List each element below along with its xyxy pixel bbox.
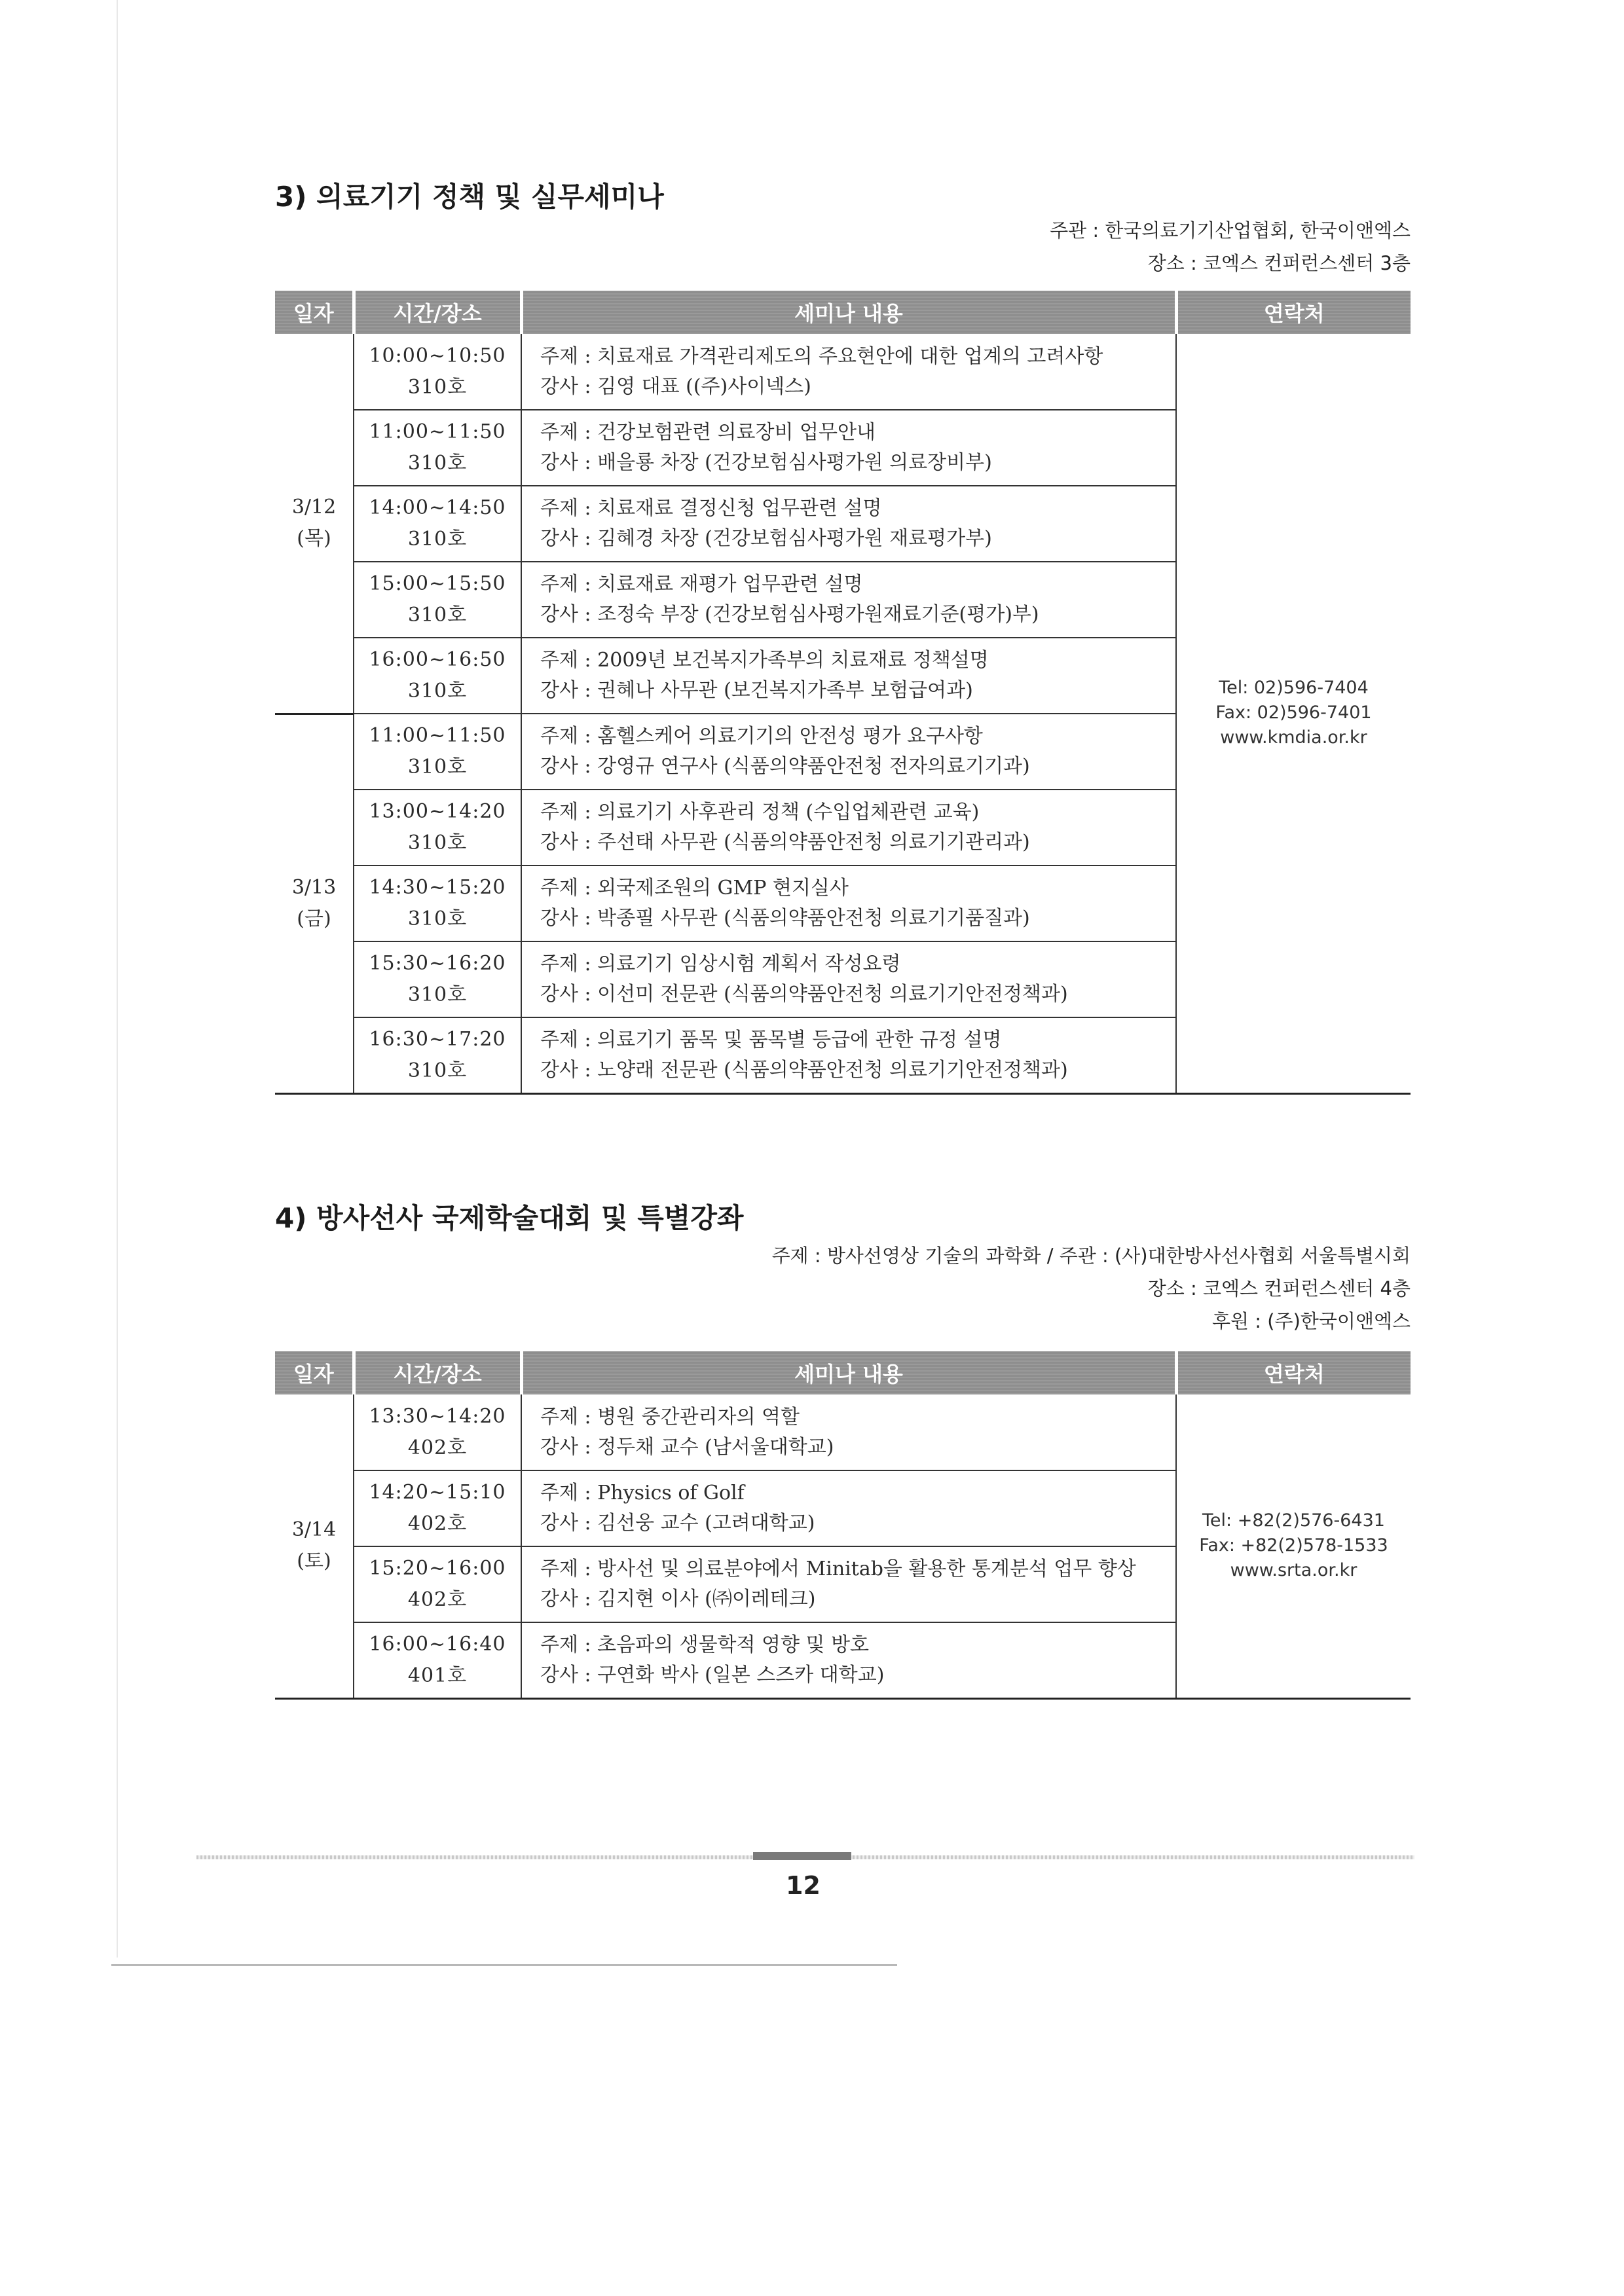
session-topic: 주제 : 병원 중간관리자의 역할 [540, 1405, 800, 1429]
session-speaker: 강사 : 조정숙 부장 (건강보험심사평가원재료기준(평가)부) [540, 603, 1039, 626]
content-cell [521, 410, 1176, 486]
session-room: 310호 [407, 756, 468, 778]
session-speaker: 강사 : 박종필 사무관 (식품의약품안전청 의료기기품질과) [540, 907, 1030, 930]
header-content: 세미나 내용 [521, 1351, 1176, 1394]
session-time: 15:20~16:00 [369, 1557, 506, 1580]
time-cell [354, 410, 521, 486]
session-room: 310호 [407, 831, 468, 854]
session-time: 16:00~16:50 [369, 648, 506, 671]
session-speaker: 강사 : 김선웅 교수 (고려대학교) [540, 1512, 815, 1535]
time-cell [354, 334, 521, 410]
session-time: 16:30~17:20 [369, 1027, 506, 1051]
session-speaker: 강사 : 김영 대표 ((주)사이넥스) [540, 374, 811, 398]
contact-tel: Tel: 02)596-7404 [1219, 678, 1369, 699]
contact-tel: Tel: +82(2)576-6431 [1202, 1510, 1385, 1531]
session-topic: 주제 : 홈헬스케어 의료기기의 안전성 평가 요구사항 [540, 725, 983, 748]
session-topic: 주제 : Physics of Golf [540, 1482, 745, 1504]
session-speaker: 강사 : 강영규 연구사 (식품의약품안전청 전자의료기기과) [540, 755, 1030, 778]
session-topic: 주제 : 의료기기 품목 및 품목별 등급에 관한 규정 설명 [540, 1028, 1002, 1051]
content-cell [521, 1017, 1176, 1093]
session-topic: 주제 : 건강보험관련 의료장비 업무안내 [540, 421, 876, 444]
session-time: 11:00~11:50 [369, 724, 506, 747]
weekday: (토) [297, 1550, 331, 1573]
session-speaker: 강사 : 배을룡 차장 (건강보험심사평가원 의료장비부) [540, 451, 992, 474]
session-room: 310호 [407, 604, 468, 627]
session-room: 310호 [407, 452, 468, 475]
table-header-row [275, 291, 1411, 334]
time-cell [354, 866, 521, 941]
session-topic: 주제 : 방사선 및 의료분야에서 Minitab을 활용한 통계분석 업무 향상 [540, 1558, 1136, 1580]
seminar-table [275, 291, 1411, 1095]
session-room: 310호 [407, 983, 468, 1006]
content-cell [521, 866, 1176, 941]
session-topic: 주제 : 의료기기 임상시험 계획서 작성요령 [540, 953, 901, 975]
session-topic: 주제 : 치료재료 결정신청 업무관련 설명 [540, 497, 882, 520]
content-cell [521, 562, 1176, 638]
scan-edge [117, 0, 118, 1958]
time-cell [354, 1622, 521, 1698]
session-topic: 주제 : 치료재료 재평가 업무관련 설명 [540, 573, 863, 596]
section-meta-theme: 주제 : 방사선영상 기술의 과학화 / 주관 : (사)대한방사선사협회 서울특별시회 [771, 1245, 1411, 1267]
section-title: 3) 의료기기 정책 및 실무세미나 [275, 181, 664, 213]
weekday: (목) [297, 527, 331, 551]
section-meta-venue: 장소 : 코엑스 컨퍼런스센터 3층 [1147, 252, 1411, 274]
content-cell [521, 638, 1176, 714]
session-speaker: 강사 : 김지현 이사 (㈜이레테크) [540, 1588, 816, 1611]
date: 3/12 [291, 496, 337, 519]
content-cell [521, 941, 1176, 1017]
weekday: (금) [297, 907, 331, 930]
session-room: 402호 [407, 1588, 468, 1611]
time-cell [354, 486, 521, 562]
time-cell [354, 638, 521, 714]
content-cell [521, 1394, 1176, 1470]
content-cell [521, 1622, 1176, 1698]
content-cell [521, 1546, 1176, 1622]
section-title: 4) 방사선사 국제학술대회 및 특별강좌 [275, 1202, 744, 1234]
session-time: 14:30~15:20 [369, 876, 506, 899]
session-time: 13:00~14:20 [369, 800, 506, 823]
session-time: 15:00~15:50 [369, 572, 506, 595]
time-cell [354, 1394, 521, 1470]
session-speaker: 강사 : 노양래 전문관 (식품의약품안전청 의료기기안전정책과) [540, 1058, 1068, 1082]
table-row [275, 334, 1411, 410]
contact-cell [1176, 1394, 1411, 1698]
session-speaker: 강사 : 권혜나 사무관 (보건복지가족부 보험급여과) [540, 679, 973, 702]
time-cell [354, 714, 521, 790]
session-topic: 주제 : 치료재료 가격관리제도의 주요현안에 대한 업계의 고려사항 [540, 344, 1103, 368]
table-row [275, 1394, 1411, 1470]
session-time: 10:00~10:50 [369, 344, 506, 367]
header-time-place: 시간/장소 [354, 1351, 521, 1394]
session-topic: 주제 : 의료기기 사후관리 정책 (수입업체관련 교육) [540, 801, 980, 824]
time-cell [354, 1546, 521, 1622]
contact-website: www.srta.or.kr [1230, 1560, 1357, 1581]
page-number: 12 [786, 1871, 821, 1900]
session-time: 14:20~15:10 [369, 1481, 506, 1504]
content-cell [521, 334, 1176, 410]
seminar-table [275, 1351, 1411, 1700]
session-room: 310호 [407, 375, 468, 399]
session-speaker: 강사 : 이선미 전문관 (식품의약품안전청 의료기기안전정책과) [540, 983, 1068, 1006]
session-topic: 주제 : 초음파의 생물학적 영향 및 방호 [540, 1633, 870, 1656]
session-time: 16:00~16:40 [369, 1632, 506, 1656]
session-room: 310호 [407, 528, 468, 551]
time-cell [354, 941, 521, 1017]
header-contact: 연락처 [1176, 291, 1411, 334]
table-header-row [275, 1351, 1411, 1394]
session-time: 13:30~14:20 [369, 1404, 506, 1428]
session-room: 310호 [407, 1059, 468, 1082]
session-topic: 주제 : 2009년 보건복지가족부의 치료재료 정책설명 [540, 649, 989, 672]
contact-fax: Fax: +82(2)578-1533 [1199, 1535, 1388, 1556]
header-date: 일자 [275, 1351, 354, 1394]
session-room: 401호 [407, 1664, 468, 1687]
session-room: 310호 [407, 907, 468, 930]
section-meta-organizer: 주관 : 한국의료기기산업협회, 한국이앤엑스 [1050, 219, 1411, 242]
header-contact: 연락처 [1176, 1351, 1411, 1394]
scan-edge [111, 1964, 897, 1966]
session-speaker: 강사 : 정두채 교수 (남서울대학교) [540, 1435, 834, 1459]
date-cell [275, 1394, 354, 1698]
date-cell [275, 334, 354, 714]
header-time-place: 시간/장소 [354, 291, 521, 334]
date: 3/13 [291, 876, 337, 899]
contact-cell [1176, 334, 1411, 1093]
contact-fax: Fax: 02)596-7401 [1215, 702, 1372, 723]
session-room: 402호 [407, 1512, 468, 1535]
time-cell [354, 562, 521, 638]
section-meta-sponsor: 후원 : (주)한국이앤엑스 [1212, 1310, 1411, 1332]
header-content: 세미나 내용 [521, 291, 1176, 334]
date: 3/14 [291, 1518, 337, 1542]
session-room: 402호 [407, 1436, 468, 1459]
content-cell [521, 1470, 1176, 1546]
session-topic: 주제 : 외국제조원의 GMP 현지실사 [540, 877, 849, 900]
session-time: 14:00~14:50 [369, 496, 506, 519]
time-cell [354, 1017, 521, 1093]
header-date: 일자 [275, 291, 354, 334]
session-speaker: 강사 : 구연화 박사 (일본 스즈카 대학교) [540, 1663, 885, 1686]
content-cell [521, 790, 1176, 866]
content-cell [521, 714, 1176, 790]
session-time: 15:30~16:20 [369, 952, 506, 975]
section-meta-venue: 장소 : 코엑스 컨퍼런스센터 4층 [1147, 1277, 1411, 1300]
session-speaker: 강사 : 주선태 사무관 (식품의약품안전청 의료기기관리과) [540, 831, 1030, 854]
time-cell [354, 790, 521, 866]
session-time: 11:00~11:50 [369, 420, 506, 443]
content-cell [521, 486, 1176, 562]
time-cell [354, 1470, 521, 1546]
date-cell [275, 714, 354, 1093]
session-room: 310호 [407, 680, 468, 702]
footer-mark [753, 1852, 851, 1860]
contact-website: www.kmdia.or.kr [1220, 727, 1367, 748]
session-speaker: 강사 : 김혜경 차장 (건강보험심사평가원 재료평가부) [540, 527, 992, 550]
